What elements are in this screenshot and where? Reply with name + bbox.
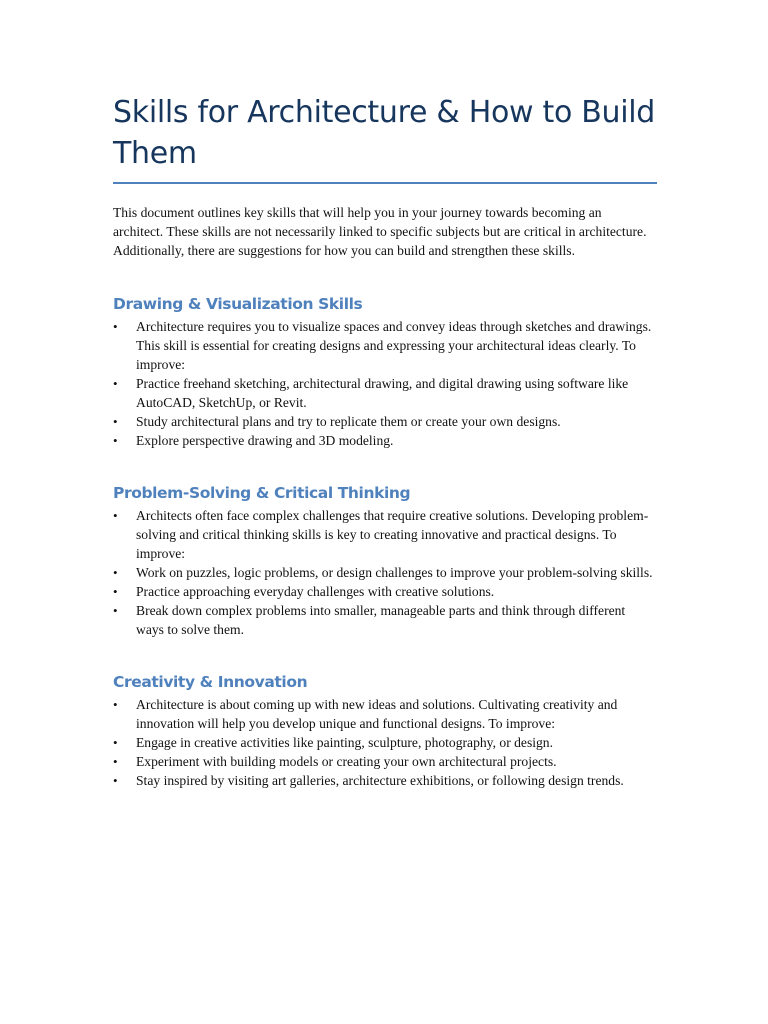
list-item xyxy=(113,506,657,563)
list-item-text: Engage in creative activities like painting, sculpture, photography, or design. xyxy=(136,735,554,750)
bullet-icon: • xyxy=(113,319,118,334)
list-item xyxy=(113,695,657,733)
section-drawing-visualization xyxy=(113,294,657,450)
list-item xyxy=(113,374,657,412)
list-item-text: Break down complex problems into smaller, manageable parts and think through different ways to solve them. xyxy=(136,603,626,637)
bullet-list xyxy=(113,695,657,790)
list-item xyxy=(113,771,657,790)
section-heading: Problem-Solving & Critical Thinking xyxy=(113,484,411,502)
list-item-text: Architects often face complex challenges that require creative solutions. Developing problem-solving and critical thinking skills is key to creating innovative and practical designs. To improve: xyxy=(136,508,649,561)
bullet-icon: • xyxy=(113,754,118,769)
section-problem-solving xyxy=(113,483,657,639)
bullet-icon: • xyxy=(113,376,118,391)
section-heading: Creativity & Innovation xyxy=(113,673,308,691)
list-item xyxy=(113,582,657,601)
list-item xyxy=(113,752,657,771)
section-heading: Drawing & Visualization Skills xyxy=(113,295,363,313)
list-item xyxy=(113,733,657,752)
bullet-list xyxy=(113,317,657,450)
bullet-icon: • xyxy=(113,433,118,448)
bullet-icon: • xyxy=(113,773,118,788)
list-item xyxy=(113,412,657,431)
document-page xyxy=(113,92,657,790)
list-item-text: Architecture is about coming up with new ideas and solutions. Cultivating creativity and innovation will help you develop unique and functional designs. To improve: xyxy=(136,697,618,731)
list-item-text: Practice freehand sketching, architectural drawing, and digital drawing using software like AutoCAD, SketchUp, or Revit. xyxy=(136,376,629,410)
list-item-text: Explore perspective drawing and 3D modeling. xyxy=(136,433,394,448)
bullet-icon: • xyxy=(113,697,118,712)
list-item-text: Work on puzzles, logic problems, or design challenges to improve your problem-solving skills. xyxy=(136,565,653,580)
bullet-icon: • xyxy=(113,414,118,429)
list-item xyxy=(113,431,657,450)
bullet-icon: • xyxy=(113,508,118,523)
bullet-list xyxy=(113,506,657,639)
list-item xyxy=(113,317,657,374)
bullet-icon: • xyxy=(113,565,118,580)
section-creativity-innovation xyxy=(113,672,657,790)
list-item-text: Architecture requires you to visualize spaces and convey ideas through sketches and drawings. This skill is essential for creating designs and expressing your architectural ideas clearly. To improve: xyxy=(136,319,652,372)
document-title: Skills for Architecture & How to Build Them xyxy=(113,92,657,184)
list-item xyxy=(113,563,657,582)
list-item-text: Stay inspired by visiting art galleries, architecture exhibitions, or following design trends. xyxy=(136,773,624,788)
list-item-text: Practice approaching everyday challenges with creative solutions. xyxy=(136,584,495,599)
bullet-icon: • xyxy=(113,584,118,599)
list-item-text: Experiment with building models or creating your own architectural projects. xyxy=(136,754,557,769)
list-item-text: Study architectural plans and try to replicate them or create your own designs. xyxy=(136,414,561,429)
bullet-icon: • xyxy=(113,735,118,750)
intro-paragraph: This document outlines key skills that will help you in your journey towards becoming an architect. These skills are not necessarily linked to specific subjects but are critical in architecture. Additionally, there are suggestions for how you can build and strengthen these skills. xyxy=(113,205,647,258)
bullet-icon: • xyxy=(113,603,118,618)
list-item xyxy=(113,601,657,639)
